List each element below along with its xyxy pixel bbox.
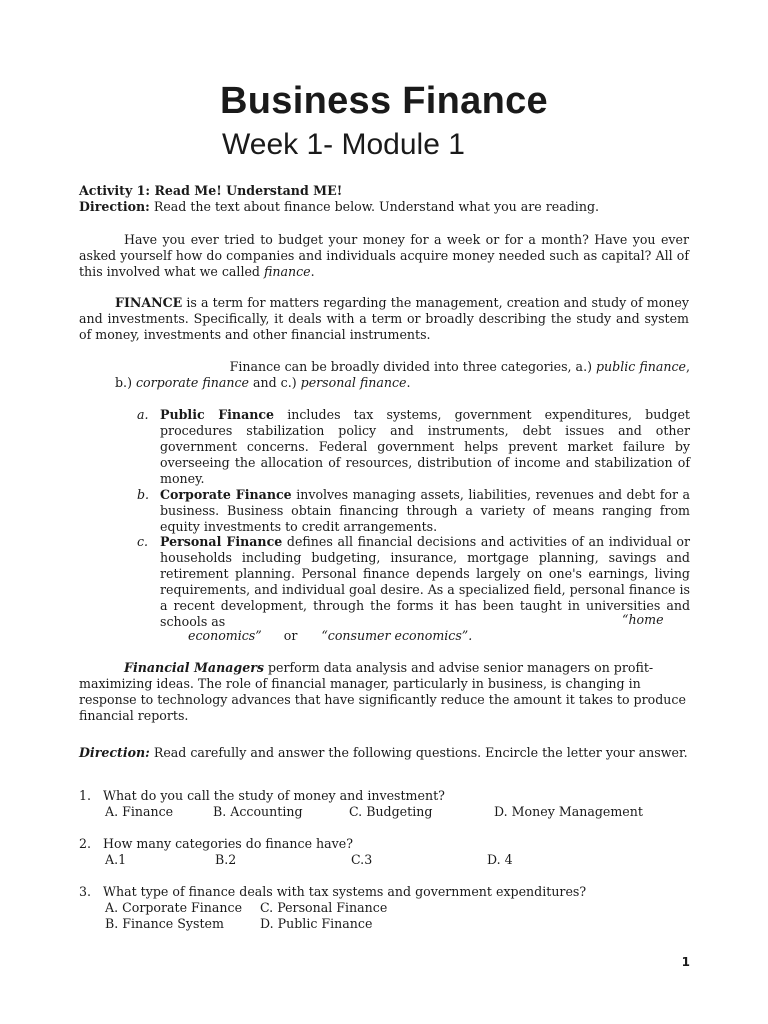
managers-term: Financial Managers	[124, 660, 264, 675]
q1-option-b[interactable]: B. Accounting	[213, 804, 303, 819]
categories-line-2	[115, 375, 411, 391]
q2-option-c[interactable]: C.3	[351, 852, 373, 867]
financial-managers-paragraph	[79, 660, 689, 724]
categories-text: Finance can be broadly divided into three categories, a.)	[229, 359, 596, 374]
question-number: 3.	[79, 884, 92, 899]
q3-option-c[interactable]: C. Personal Finance	[260, 900, 388, 915]
activity-heading: Activity 1: Read Me! Understand ME!	[79, 183, 343, 198]
q1-option-a[interactable]: A. Finance	[105, 804, 174, 819]
question-text: How many categories do finance have?	[103, 836, 353, 851]
q2-option-a[interactable]: A.1	[105, 852, 127, 867]
categories-line-1	[214, 359, 690, 375]
q1-option-d[interactable]: D. Money Management	[494, 804, 643, 819]
list-item-public-finance	[137, 407, 690, 487]
question-text: What type of finance deals with tax systems and government expenditures?	[103, 884, 587, 899]
categories-end: .	[406, 375, 411, 390]
list-letter: b.	[137, 487, 150, 502]
direction-2	[79, 745, 689, 761]
direction2-text: Read carefully and answer the following questions. Encircle the letter your answer.	[149, 745, 688, 760]
q3-option-a[interactable]: A. Corporate Finance	[105, 900, 243, 915]
page-number: 1	[681, 955, 690, 969]
list-term: Corporate Finance	[160, 487, 292, 502]
question-3	[79, 884, 586, 900]
list-text: involves managing assets, liabilities, revenues and debt for a business. Business obtain financing through a variety of means ranging from equity investments to credit arrangements.	[160, 487, 690, 534]
direction-line	[79, 199, 599, 215]
list-text: defines all financial decisions and activities of an individual or households including budgeting, insurance, mortgage planning, savings and retirement planning. Personal finance depends largely on one's earnings, living requirements, and individual goal desire. As a specialized field, personal finance is a recent development, through the forms it has been taught in universities and schools as	[160, 534, 690, 629]
q1-option-c[interactable]: C. Budgeting	[349, 804, 433, 819]
question-2	[79, 836, 353, 852]
page-title: Business Finance	[220, 80, 548, 122]
intro-paragraph	[79, 232, 689, 280]
or-text: or	[283, 628, 298, 643]
finance-text: is a term for matters regarding the management, creation and study of money and investments. Specifically, it deals with a term or broadly describing the study and system of money, investments and other financial instruments.	[79, 295, 689, 342]
list-term: Public Finance	[160, 407, 275, 422]
question-number: 1.	[79, 788, 92, 803]
list-item-personal-finance	[137, 534, 690, 630]
categories-and: and c.)	[248, 375, 301, 390]
direction-text: Read the text about finance below. Understand what you are reading.	[149, 199, 600, 214]
category-public: public finance	[596, 359, 686, 374]
list-letter: c.	[137, 534, 149, 549]
categories-b-label: b.)	[115, 375, 136, 390]
quote-consumer-economics: “consumer economics”.	[321, 628, 473, 643]
q3-option-b[interactable]: B. Finance System	[105, 916, 224, 931]
intro-text: Have you ever tried to budget your money for a week or for a month? Have you ever asked yourself how do companies and individuals acquire money needed such as capital? All of this involved what we called	[79, 232, 689, 279]
list-text: includes tax systems, government expenditures, budget procedures stabilization policy and instruments, debt issues and other government concerns. Federal government helps prevent market failure by overseeing the allocation of resources, distribution of income and stabilization of money.	[160, 407, 690, 486]
question-number: 2.	[79, 836, 92, 851]
quote-home-economics: economics”	[188, 628, 262, 643]
question-text: What do you call the study of money and investment?	[103, 788, 445, 803]
question-1	[79, 788, 445, 804]
category-corporate: corporate finance	[135, 375, 249, 390]
q2-option-d[interactable]: D. 4	[487, 852, 513, 867]
finance-term: FINANCE	[115, 295, 183, 310]
direction-label: Direction:	[79, 199, 150, 214]
quote-home: “home	[622, 612, 664, 627]
personal-finance-tail	[188, 628, 472, 644]
category-personal: personal finance	[300, 375, 407, 390]
q3-option-d[interactable]: D. Public Finance	[260, 916, 373, 931]
intro-emphasis: finance	[264, 264, 311, 279]
categories-comma: ,	[685, 359, 690, 374]
list-item-corporate-finance	[137, 487, 690, 535]
finance-definition	[79, 295, 689, 343]
q2-option-b[interactable]: B.2	[215, 852, 237, 867]
list-letter: a.	[137, 407, 149, 422]
page-subtitle: Week 1- Module 1	[222, 128, 465, 161]
list-term: Personal Finance	[160, 534, 283, 549]
intro-end: .	[310, 264, 315, 279]
managers-text: perform data analysis and advise senior managers on profit-maximizing ideas. The role of financial manager, particularly in business, is changing in response to technology advances that have significantly reduce the amount it takes to produce financial reports.	[79, 660, 686, 723]
direction2-label: Direction:	[79, 745, 150, 760]
